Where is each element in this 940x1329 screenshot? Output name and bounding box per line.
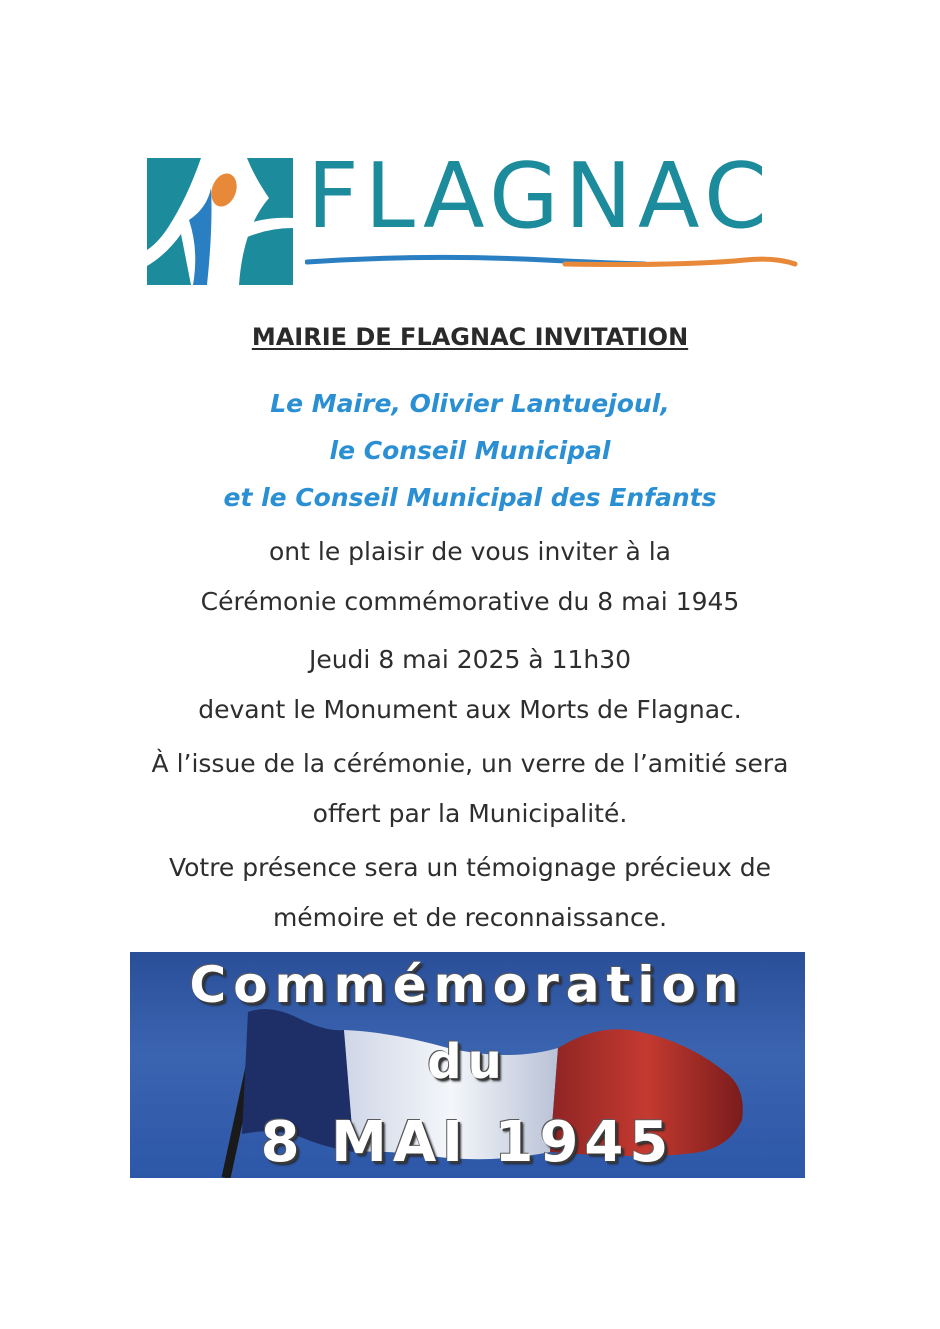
flagnac-wordmark: FLAGNAC (307, 144, 773, 249)
commemoration-banner (130, 952, 805, 1178)
text-line: offert par la Municipalité. (312, 799, 628, 828)
text-line: À l’issue de la cérémonie, un verre de l’amitié sera (151, 749, 789, 778)
text-line: Votre présence sera un témoignage précieux de (168, 853, 772, 882)
closing-paragraph (0, 843, 940, 943)
host-line: et le Conseil Municipal des Enfants (223, 483, 717, 512)
banner-date: 8 MAI 1945 (260, 1110, 675, 1175)
page-title-text: MAIRIE DE FLAGNAC INVITATION (251, 323, 689, 351)
text-line: Jeudi 8 mai 2025 à 11h30 (308, 645, 632, 674)
host-line: le Conseil Municipal (329, 436, 611, 465)
text-line: ont le plaisir de vous inviter à la (268, 537, 671, 566)
banner-subtitle: du (427, 1034, 508, 1090)
date-location-paragraph (0, 635, 940, 735)
flagnac-wave-icon (305, 252, 799, 274)
invitation-paragraph (0, 527, 940, 627)
flagnac-logo-mark-icon (147, 158, 293, 285)
page-title (0, 323, 940, 351)
text-line: Cérémonie commémorative du 8 mai 1945 (200, 587, 740, 616)
reception-paragraph (0, 739, 940, 839)
banner-title: Commémoration (189, 956, 746, 1014)
flagnac-logo (147, 144, 799, 286)
text-line: mémoire et de reconnaissance. (272, 903, 668, 932)
text-line: devant le Monument aux Morts de Flagnac. (198, 695, 742, 724)
host-line: Le Maire, Olivier Lantuejoul, (270, 389, 670, 418)
hosts-block (0, 380, 940, 521)
